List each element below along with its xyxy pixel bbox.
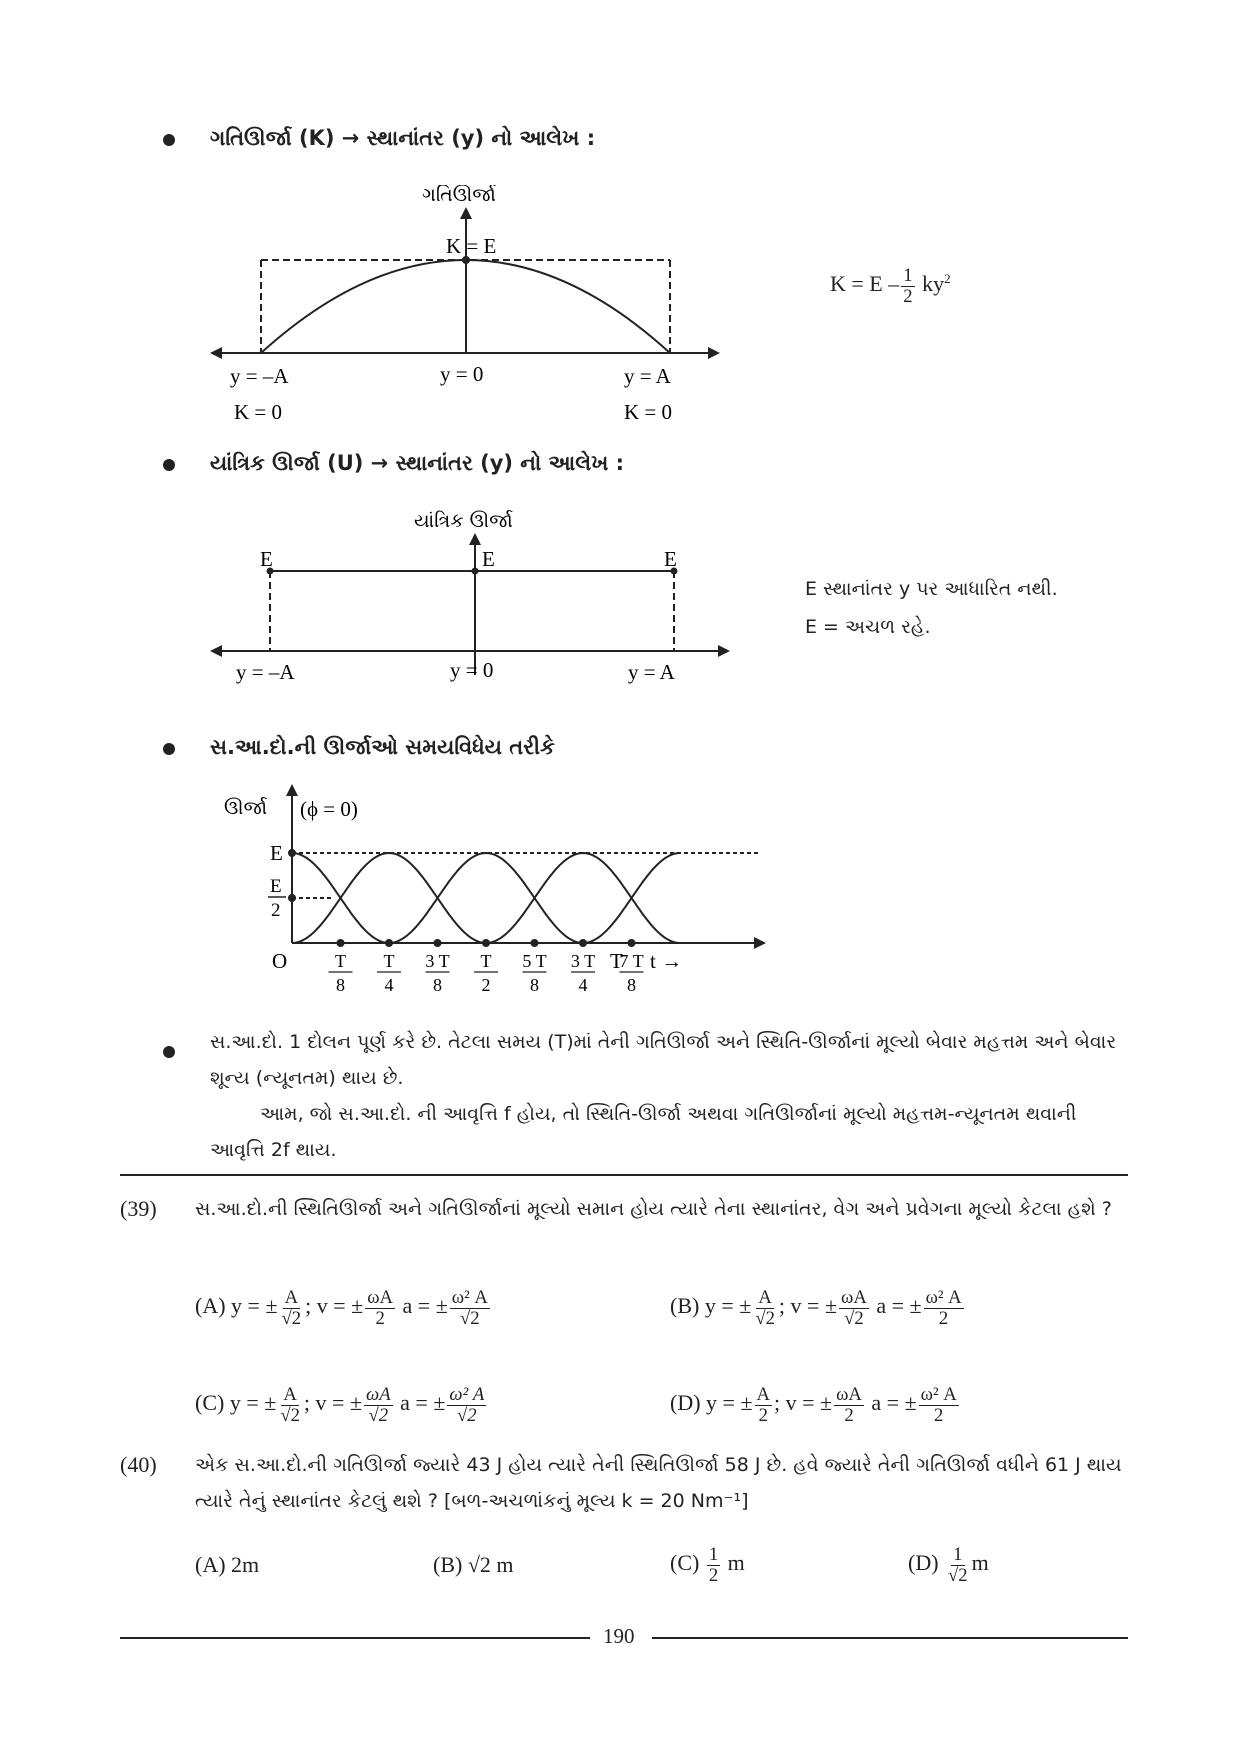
tick-label-denominator: 4 bbox=[384, 975, 394, 995]
tick-label-denominator: 8 bbox=[627, 975, 636, 995]
option-unit: m bbox=[727, 1550, 745, 1576]
tick-label-denominator: 4 bbox=[578, 975, 588, 995]
v-label: ; v = ± bbox=[778, 1293, 838, 1319]
a-label: a = ± bbox=[400, 1390, 446, 1416]
v-denominator: √2 bbox=[368, 1404, 389, 1426]
label-left-y: y = –A bbox=[236, 660, 295, 684]
y-numerator: A bbox=[756, 1384, 771, 1405]
formula-rhs: ky bbox=[922, 271, 945, 297]
phase-label: (ϕ = 0) bbox=[300, 797, 358, 821]
option-label: (C) bbox=[670, 1550, 700, 1576]
tick-dot bbox=[337, 939, 345, 947]
y-denominator: √2 bbox=[755, 1307, 775, 1329]
tick-label-numerator: T bbox=[383, 951, 395, 971]
a-denominator: 2 bbox=[934, 1404, 944, 1426]
label-center-y: y = 0 bbox=[450, 658, 494, 682]
fraction-numerator: 1 bbox=[953, 1544, 963, 1565]
v-denominator: √2 bbox=[844, 1307, 864, 1329]
a-denominator: √2 bbox=[457, 1404, 477, 1426]
v-denominator: 2 bbox=[844, 1404, 854, 1426]
option-39-b[interactable] bbox=[670, 1288, 966, 1328]
fraction-numerator: 1 bbox=[903, 265, 913, 286]
v-label: ; v = ± bbox=[774, 1390, 833, 1416]
option-label: (B) bbox=[433, 1552, 463, 1577]
footer-rule-right bbox=[652, 1637, 1128, 1639]
question-number-40: (40) bbox=[120, 1452, 157, 1477]
question-number-39: (39) bbox=[120, 1196, 157, 1221]
bullet bbox=[163, 459, 175, 471]
tick-label-denominator: 8 bbox=[530, 975, 539, 995]
v-denominator: 2 bbox=[375, 1307, 385, 1329]
option-39-a[interactable] bbox=[195, 1288, 492, 1328]
a-label: a = ± bbox=[402, 1293, 448, 1319]
formula-exponent: 2 bbox=[944, 270, 951, 286]
peak-label: K = E bbox=[446, 234, 497, 258]
y-denominator: 2 bbox=[758, 1404, 768, 1426]
fraction-denominator: 2 bbox=[708, 1564, 719, 1586]
paragraph-2: આમ, જો સ.આ.દો. ની આવૃત્તિ f હોય, તો સ્થિતિ-ઊર્જા અથવા ગતિઊર્જાનાં મૂલ્યો મહત્તમ-ન્યૂનતમ થવાની આવૃત્તિ 2f થાય. bbox=[210, 1103, 1077, 1161]
option-40-a[interactable]: (A) 2m bbox=[195, 1552, 260, 1577]
option-label: (B) y = ± bbox=[670, 1293, 752, 1319]
tick-label-numerator: T bbox=[335, 951, 346, 971]
y-denominator: √2 bbox=[280, 1404, 300, 1426]
tick-dot bbox=[628, 939, 636, 947]
a-label: a = ± bbox=[876, 1293, 922, 1319]
formula-lhs: K = E – bbox=[830, 271, 900, 297]
section-heading-energy-time: સ.આ.દો.ની ઊર્જાઓ સમયવિધેય તરીકે bbox=[210, 735, 555, 759]
label-left-y: y = –A bbox=[230, 364, 289, 388]
option-39-d[interactable] bbox=[670, 1385, 961, 1425]
y-numerator: A bbox=[758, 1287, 772, 1308]
kinetic-formula bbox=[830, 266, 951, 306]
label-center-y: y = 0 bbox=[440, 362, 484, 386]
fraction-denominator: 2 bbox=[903, 285, 913, 307]
v-numerator: ωA bbox=[841, 1287, 867, 1308]
e-label-left: E bbox=[260, 547, 273, 571]
t-axis-label: t → bbox=[650, 949, 683, 973]
tick-label-numerator: 7 T bbox=[619, 951, 644, 971]
e-half-denominator: 2 bbox=[271, 900, 281, 921]
y-numerator: A bbox=[284, 1287, 299, 1308]
paragraph-1: સ.આ.દો. 1 દોલન પૂર્ણ કરે છે. તેટલા સમય (T)માં તેની ગતિઊર્જા અને સ્થિતિ-ઊર્જાનાં મૂલ્યો બેવાર મહત્તમ અને બેવાર શૂન્ય (ન્યૂનતમ) થાય છે. bbox=[210, 1031, 1117, 1089]
option-label: (A) y = ± bbox=[195, 1293, 278, 1319]
t-end-label: T bbox=[610, 949, 623, 973]
section-heading-kinetic: ગતિઊર્જા (K) → સ્થાનાંતર (y) નો આલેખ : bbox=[210, 126, 596, 150]
a-numerator: ω² A bbox=[451, 1287, 488, 1308]
footer-rule-left bbox=[120, 1637, 590, 1639]
option-value: √2 m bbox=[467, 1552, 514, 1577]
tick-label-denominator: 8 bbox=[433, 975, 442, 995]
a-numerator: ω² A bbox=[925, 1287, 962, 1308]
a-numerator: ω² A bbox=[449, 1384, 485, 1405]
tick-label-numerator: 5 T bbox=[522, 951, 547, 971]
tick-dot bbox=[579, 939, 587, 947]
note-line-2: E = અચળ રહે. bbox=[805, 616, 931, 638]
origin-label: O bbox=[272, 949, 288, 973]
axis-label-mechanical: યાંત્રિક ઊર્જા bbox=[414, 510, 513, 532]
tick-label-numerator: 3 T bbox=[425, 951, 450, 971]
e-half-numerator: E bbox=[270, 876, 282, 897]
note-line-1: E સ્થાનાંતર y પર આધારિત નથી. bbox=[805, 578, 1058, 600]
e-label: E bbox=[270, 841, 283, 865]
option-label: (C) y = ± bbox=[195, 1390, 277, 1416]
energy-time-graph bbox=[220, 780, 780, 1000]
y-denominator: √2 bbox=[281, 1307, 302, 1329]
tick-label-denominator: 2 bbox=[481, 975, 491, 995]
option-40-b[interactable] bbox=[433, 1552, 514, 1578]
option-unit: m bbox=[971, 1550, 989, 1576]
v-label: ; v = ± bbox=[303, 1390, 363, 1416]
option-label: (D) y = ± bbox=[670, 1390, 753, 1416]
a-denominator: 2 bbox=[938, 1307, 949, 1329]
e-label-center: E bbox=[482, 547, 495, 571]
tick-dot bbox=[531, 939, 539, 947]
option-39-c[interactable] bbox=[195, 1385, 488, 1425]
label-left-k: K = 0 bbox=[234, 400, 283, 424]
v-label: ; v = ± bbox=[305, 1293, 364, 1319]
v-numerator: ωA bbox=[836, 1384, 862, 1405]
label-right-k: K = 0 bbox=[624, 400, 673, 424]
page-number: 190 bbox=[603, 1624, 635, 1648]
bullet bbox=[163, 1046, 175, 1058]
potential-energy-curve bbox=[292, 853, 680, 943]
tick-label-denominator: 8 bbox=[336, 975, 345, 995]
bullet bbox=[163, 134, 175, 146]
axis-label-energy: ઊર્જા bbox=[224, 797, 268, 819]
a-numerator: ω² A bbox=[920, 1384, 957, 1405]
tick-dot bbox=[385, 939, 393, 947]
bullet bbox=[163, 743, 175, 755]
kinetic-energy-graph bbox=[200, 185, 740, 425]
option-40-c[interactable] bbox=[670, 1545, 745, 1585]
tick-label-numerator: 3 T bbox=[570, 951, 596, 971]
question-text-39: સ.આ.દો.ની સ્થિતિઊર્જા અને ગતિઊર્જાનાં મૂલ્યો સમાન હોય ત્યારે તેના સ્થાનાંતર, વેગ અને પ્રવેગના મૂલ્યો કેટલા હશે ? bbox=[195, 1198, 1112, 1220]
a-denominator: √2 bbox=[460, 1307, 480, 1329]
axis-label-kinetic: ગતિઊર્જા bbox=[422, 185, 496, 206]
label-right-y: y = A bbox=[628, 660, 675, 684]
question-text-40: એક સ.આ.દો.ની ગતિઊર્જા જ્યારે 43 J હોય ત્યારે તેની સ્થિતિઊર્જા 58 J છે. હવે જ્યારે તેની ગતિઊર્જા વધીને 61 J થાય ત્યારે તેનું સ્થાનાંતર કેટલું થશે ? [બળ-અચળાંકનું મૂલ્ય k = 20 Nm⁻¹] bbox=[195, 1454, 1122, 1512]
mechanical-note bbox=[805, 570, 1058, 646]
mechanical-energy-graph bbox=[200, 505, 740, 685]
option-40-d[interactable] bbox=[908, 1545, 989, 1585]
fraction-numerator: 1 bbox=[708, 1544, 719, 1565]
fraction-denominator: √2 bbox=[948, 1564, 968, 1586]
y-numerator: A bbox=[283, 1384, 297, 1405]
option-label: (D) bbox=[908, 1550, 939, 1576]
tick-dot bbox=[434, 939, 442, 947]
e-label-right: E bbox=[664, 547, 677, 571]
v-numerator: ωA bbox=[366, 1384, 391, 1405]
v-numerator: ωA bbox=[367, 1287, 394, 1308]
tick-dot bbox=[482, 939, 490, 947]
section-heading-mechanical: યાંત્રિક ઊર્જા (U) → સ્થાનાંતર (y) નો આલેખ : bbox=[210, 451, 625, 475]
formula-fraction bbox=[901, 266, 914, 306]
label-right-y: y = A bbox=[624, 364, 671, 388]
divider bbox=[120, 1174, 1128, 1176]
kinetic-energy-curve bbox=[292, 853, 680, 943]
tick-label-numerator: T bbox=[480, 951, 492, 971]
a-label: a = ± bbox=[871, 1390, 917, 1416]
